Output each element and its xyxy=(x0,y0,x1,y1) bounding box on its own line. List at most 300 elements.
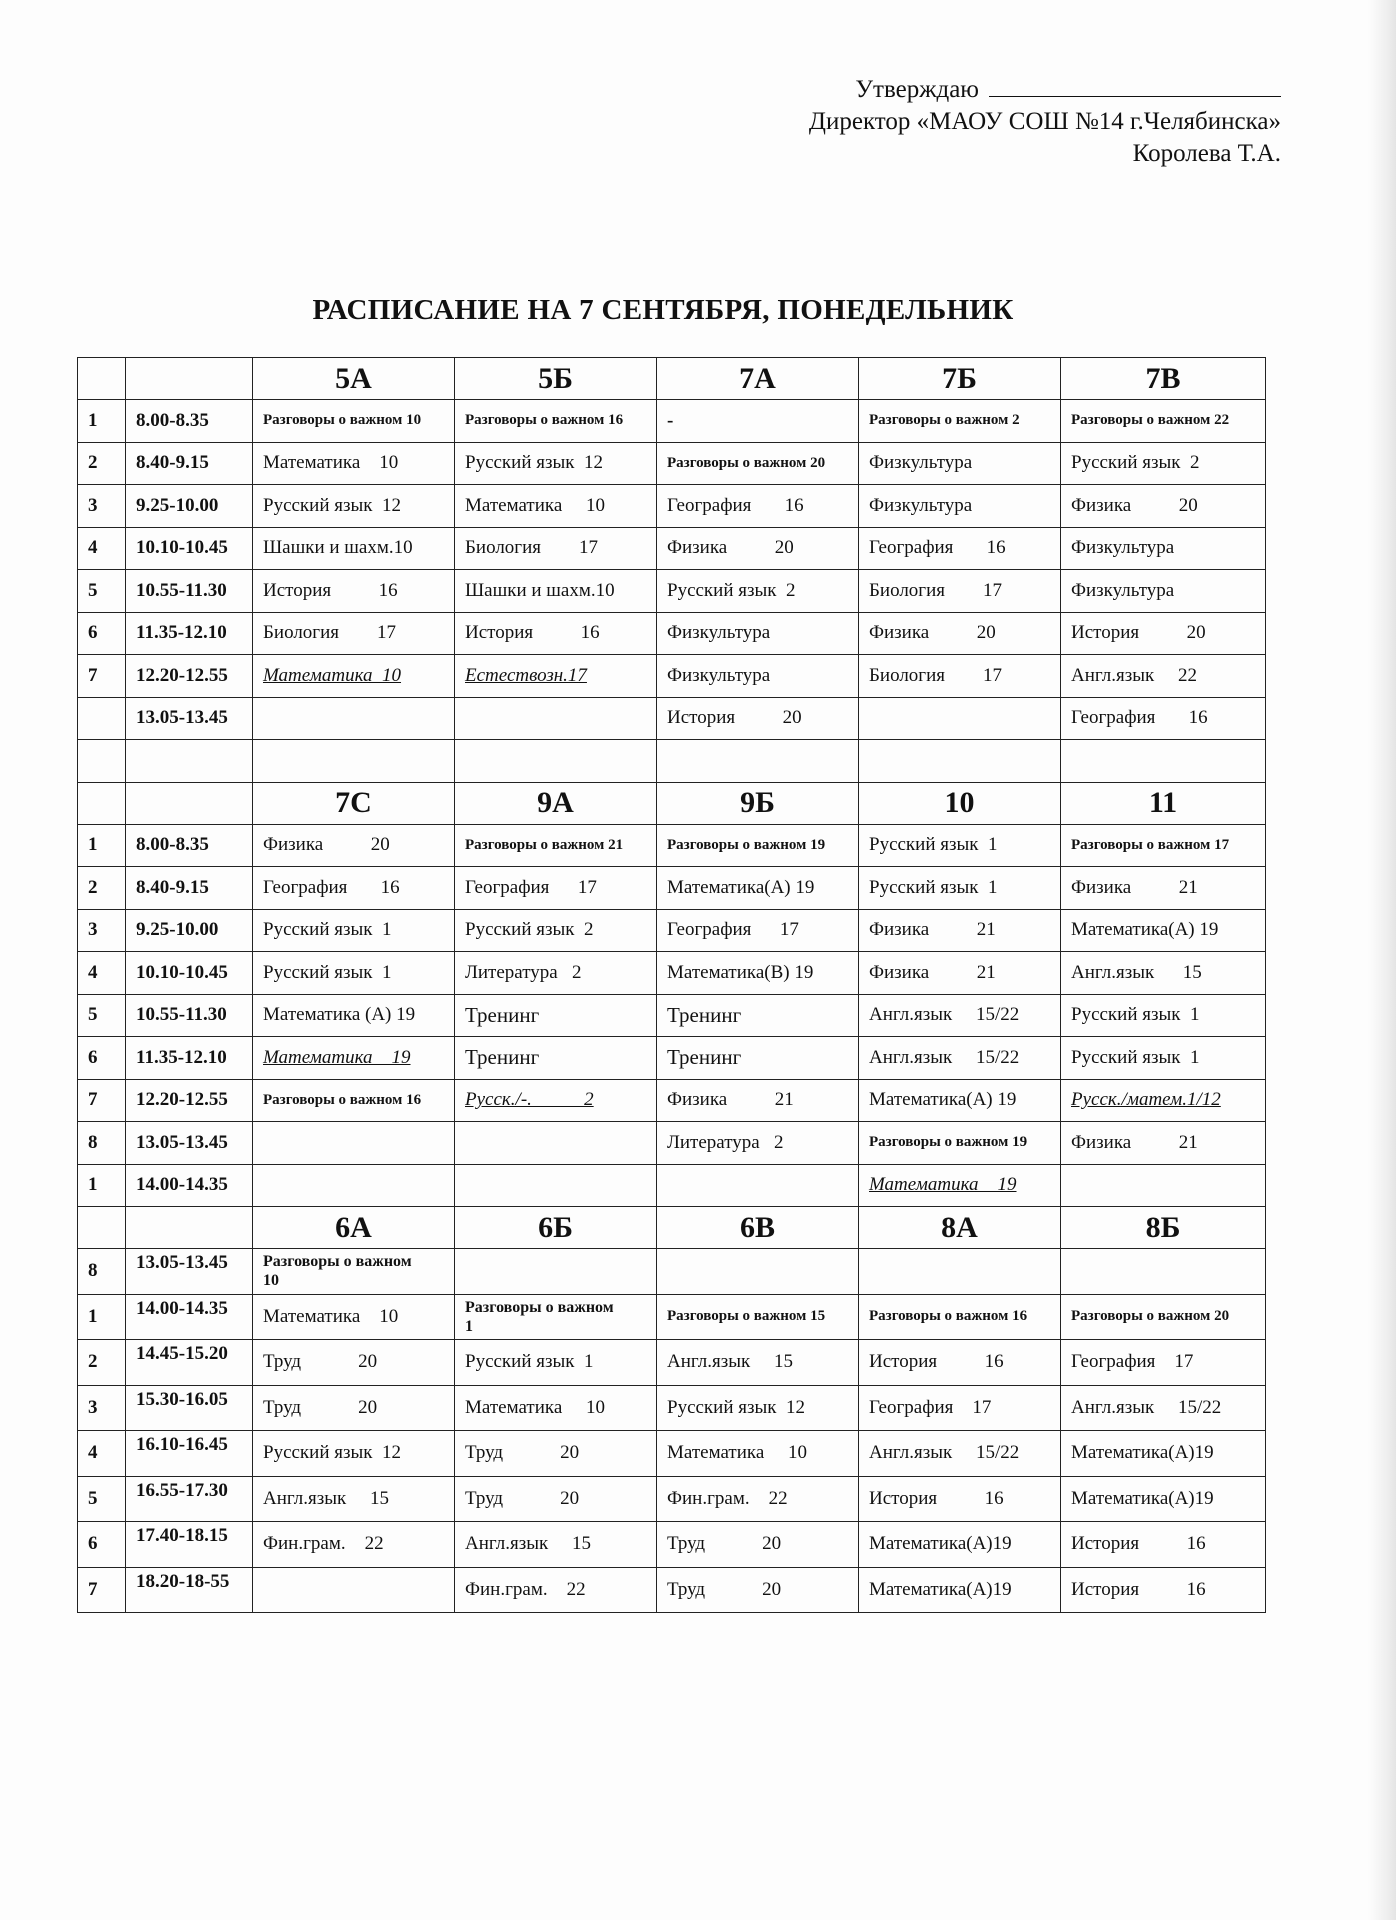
lesson-subject: Англ.язык 15/22 xyxy=(869,1046,1020,1068)
lesson-time: 10.55-11.30 xyxy=(126,994,253,1037)
lesson-cell xyxy=(657,400,859,443)
lesson-cell xyxy=(657,1037,859,1080)
lesson-subject: Шашки и шахм.10 xyxy=(263,537,413,559)
lesson-subject: Русский язык 1 xyxy=(263,961,392,983)
lesson-cell xyxy=(455,740,657,783)
lesson-time: 8.00-8.35 xyxy=(126,824,253,867)
header-blank-cell xyxy=(78,782,126,824)
lesson-subject: Русский язык 2 xyxy=(1071,452,1200,474)
lesson-time: 8.40-9.15 xyxy=(126,442,253,485)
lesson-time: 9.25-10.00 xyxy=(126,485,253,528)
lesson-row xyxy=(78,1431,1266,1477)
lesson-cell xyxy=(253,1122,455,1165)
class-header: 6А xyxy=(253,1207,455,1249)
lesson-subject: Русский язык 1 xyxy=(869,834,998,856)
lesson-number: 8 xyxy=(78,1122,126,1165)
lesson-cell xyxy=(1061,485,1266,528)
lesson-subject: Литература 2 xyxy=(667,1131,784,1153)
lesson-subject: История 16 xyxy=(869,1351,1004,1373)
lesson-number: 3 xyxy=(78,485,126,528)
lesson-number: 6 xyxy=(78,1522,126,1568)
lesson-subject: Разговоры о важном 20 xyxy=(1071,1308,1230,1325)
lesson-subject: Физика 21 xyxy=(869,961,996,983)
header-blank-cell xyxy=(126,1207,253,1249)
lesson-subject: Разговоры о важном 19 xyxy=(667,836,826,853)
lesson-subject: Физика 21 xyxy=(1071,1131,1198,1153)
lesson-cell xyxy=(859,400,1061,443)
lesson-cell xyxy=(253,1385,455,1431)
lesson-subject: Математика 10 xyxy=(667,1442,808,1464)
lesson-subject: Русск./матем.1/12 xyxy=(1071,1089,1221,1111)
lesson-row xyxy=(78,570,1266,613)
lesson-cell xyxy=(253,824,455,867)
lesson-cell xyxy=(253,527,455,570)
lesson-cell xyxy=(253,1079,455,1122)
approval-block xyxy=(809,72,1281,170)
lesson-cell xyxy=(1061,1294,1266,1340)
lesson-cell xyxy=(859,824,1061,867)
lesson-cell xyxy=(253,952,455,995)
lesson-cell xyxy=(253,612,455,655)
lesson-number: 4 xyxy=(78,952,126,995)
lesson-subject: Биология 17 xyxy=(465,537,599,559)
lesson-subject: Математика(А)19 xyxy=(1071,1442,1214,1464)
class-header: 7А xyxy=(657,358,859,400)
lesson-subject: Тренинг xyxy=(667,1045,742,1070)
lesson-cell xyxy=(1061,867,1266,910)
lesson-subject: Фин.грам. 22 xyxy=(667,1487,788,1509)
lesson-cell xyxy=(1061,1567,1266,1613)
lesson-cell xyxy=(253,1340,455,1386)
lesson-cell xyxy=(455,1164,657,1207)
lesson-subject: Англ.язык 15 xyxy=(465,1533,591,1555)
lesson-number: 6 xyxy=(78,612,126,655)
lesson-row xyxy=(78,952,1266,995)
class-header: 9Б xyxy=(657,782,859,824)
lesson-cell xyxy=(1061,655,1266,698)
lesson-cell xyxy=(253,909,455,952)
lesson-row xyxy=(78,824,1266,867)
lesson-row xyxy=(78,1294,1266,1340)
lesson-cell xyxy=(657,485,859,528)
lesson-cell xyxy=(1061,1385,1266,1431)
lesson-subject: Физика 20 xyxy=(1071,494,1198,516)
lesson-subject: Физика 20 xyxy=(263,834,390,856)
lesson-number: 5 xyxy=(78,1476,126,1522)
lesson-cell xyxy=(455,994,657,1037)
lesson-subject: Математика(А)19 xyxy=(869,1533,1012,1555)
lesson-cell xyxy=(1061,909,1266,952)
lesson-subject: Русский язык 12 xyxy=(667,1396,805,1418)
lesson-cell xyxy=(253,485,455,528)
lesson-subject: Физкультура xyxy=(1071,579,1175,601)
lesson-subject: Русский язык 1 xyxy=(465,1351,594,1373)
lesson-subject: Математика(А) 19 xyxy=(667,876,815,898)
lesson-cell xyxy=(859,442,1061,485)
lesson-subject: Англ.язык 15/22 xyxy=(869,1442,1020,1464)
lesson-cell xyxy=(859,952,1061,995)
lesson-row xyxy=(78,1249,1266,1295)
lesson-cell xyxy=(455,1294,657,1340)
lesson-cell xyxy=(657,994,859,1037)
lesson-subject: Русский язык 1 xyxy=(263,919,392,941)
lesson-subject: Разговоры о важном 10 xyxy=(263,412,422,429)
lesson-subject: Разговоры о важном 16 xyxy=(465,412,624,429)
lesson-subject: Физика 21 xyxy=(667,1089,794,1111)
lesson-row xyxy=(78,1476,1266,1522)
lesson-subject: История 20 xyxy=(1071,622,1206,644)
lesson-cell xyxy=(1061,1476,1266,1522)
lesson-cell xyxy=(657,1294,859,1340)
lesson-cell xyxy=(1061,442,1266,485)
lesson-cell xyxy=(455,1476,657,1522)
header-blank-cell xyxy=(126,358,253,400)
lesson-subject: Физика 20 xyxy=(667,537,794,559)
lesson-subject: История 16 xyxy=(869,1487,1004,1509)
lesson-subject: Математика(В) 19 xyxy=(667,961,814,983)
page-edge-shadow xyxy=(1368,0,1396,1920)
lesson-subject: Англ.язык 15 xyxy=(1071,961,1202,983)
lesson-subject: Математика(А) 19 xyxy=(869,1089,1017,1111)
lesson-subject: Математика(А) 19 xyxy=(1071,919,1219,941)
lesson-cell xyxy=(455,1385,657,1431)
lesson-time: 10.55-11.30 xyxy=(126,570,253,613)
lesson-cell xyxy=(859,1385,1061,1431)
lesson-cell xyxy=(657,867,859,910)
lesson-number: 3 xyxy=(78,909,126,952)
lesson-cell xyxy=(455,527,657,570)
lesson-cell xyxy=(859,697,1061,740)
class-header: 8Б xyxy=(1061,1207,1266,1249)
lesson-subject: Физика 21 xyxy=(869,919,996,941)
lesson-cell xyxy=(1061,1037,1266,1080)
lesson-cell xyxy=(253,867,455,910)
lesson-subject: История 16 xyxy=(465,622,600,644)
lesson-time: 16.55-17.30 xyxy=(126,1476,253,1522)
lesson-cell xyxy=(253,1294,455,1340)
lesson-subject: Физкультура xyxy=(667,664,771,686)
lesson-time: 13.05-13.45 xyxy=(126,697,253,740)
lesson-row xyxy=(78,1079,1266,1122)
lesson-row xyxy=(78,994,1266,1037)
lesson-number: 5 xyxy=(78,994,126,1037)
lesson-subject: География 17 xyxy=(667,919,799,941)
class-header: 5А xyxy=(253,358,455,400)
lesson-time: 17.40-18.15 xyxy=(126,1522,253,1568)
lesson-subject: География 16 xyxy=(869,537,1006,559)
lesson-subject: Труд 20 xyxy=(465,1442,580,1464)
lesson-subject: Математика 10 xyxy=(465,1396,606,1418)
lesson-subject: Биология 17 xyxy=(263,622,397,644)
lesson-cell xyxy=(859,655,1061,698)
lesson-number: 7 xyxy=(78,655,126,698)
lesson-subject: География 17 xyxy=(465,876,597,898)
lesson-cell xyxy=(657,740,859,783)
lesson-cell xyxy=(859,1122,1061,1165)
lesson-subject: Математика 10 xyxy=(263,452,399,474)
lesson-cell xyxy=(859,1476,1061,1522)
lesson-subject: Русский язык 12 xyxy=(263,494,401,516)
lesson-row xyxy=(78,1567,1266,1613)
lesson-cell xyxy=(455,952,657,995)
lesson-cell xyxy=(455,612,657,655)
lesson-subject: Тренинг xyxy=(667,1002,742,1027)
class-header: 8А xyxy=(859,1207,1061,1249)
lesson-cell xyxy=(455,1037,657,1080)
lesson-cell xyxy=(657,1522,859,1568)
lesson-subject: Труд 20 xyxy=(667,1533,782,1555)
lesson-cell xyxy=(859,1037,1061,1080)
header-blank-cell xyxy=(78,358,126,400)
lesson-row xyxy=(78,909,1266,952)
lesson-subject: Англ.язык 15 xyxy=(667,1351,793,1373)
lesson-cell xyxy=(859,994,1061,1037)
lesson-number: 2 xyxy=(78,867,126,910)
lesson-number: 4 xyxy=(78,1431,126,1477)
lesson-cell xyxy=(455,400,657,443)
lesson-cell xyxy=(859,909,1061,952)
lesson-time: 8.00-8.35 xyxy=(126,400,253,443)
lesson-subject: Русский язык 12 xyxy=(263,1442,401,1464)
lesson-subject: Математика (А) 19 xyxy=(263,1004,416,1026)
lesson-cell xyxy=(859,867,1061,910)
lesson-cell xyxy=(253,1431,455,1477)
lesson-subject: Физика 20 xyxy=(869,622,996,644)
lesson-cell xyxy=(253,697,455,740)
lesson-cell xyxy=(253,570,455,613)
lesson-number xyxy=(78,697,126,740)
lesson-cell xyxy=(253,655,455,698)
lesson-subject: География 17 xyxy=(1071,1351,1194,1373)
lesson-cell xyxy=(859,1431,1061,1477)
lesson-cell xyxy=(657,1476,859,1522)
lesson-time xyxy=(126,740,253,783)
lesson-cell xyxy=(253,994,455,1037)
lesson-subject: Разговоры о важном 2 xyxy=(869,412,1020,429)
lesson-cell xyxy=(1061,1522,1266,1568)
class-header: 6В xyxy=(657,1207,859,1249)
lesson-cell xyxy=(253,1522,455,1568)
lesson-number: 8 xyxy=(78,1249,126,1295)
lesson-cell xyxy=(1061,697,1266,740)
lesson-cell xyxy=(455,1249,657,1295)
lesson-subject: География 16 xyxy=(263,876,400,898)
lesson-subject: Физика 21 xyxy=(1071,876,1198,898)
lesson-subject: Разговоры о важном 17 xyxy=(1071,836,1230,853)
signature-line xyxy=(989,72,1281,97)
lesson-row xyxy=(78,697,1266,740)
lesson-time: 18.20-18-55 xyxy=(126,1567,253,1613)
class-header: 10 xyxy=(859,782,1061,824)
lesson-subject: Русский язык 2 xyxy=(465,919,594,941)
lesson-cell xyxy=(455,1567,657,1613)
lesson-subject: Разговоры о важном 19 xyxy=(869,1134,1028,1151)
class-header-row xyxy=(78,358,1266,400)
lesson-subject: Разговоры о важном 16 xyxy=(869,1308,1028,1325)
lesson-cell xyxy=(1061,1122,1266,1165)
class-header: 7С xyxy=(253,782,455,824)
lesson-cell xyxy=(859,1567,1061,1613)
lesson-cell xyxy=(657,1249,859,1295)
lesson-cell xyxy=(657,909,859,952)
lesson-number: 1 xyxy=(78,1294,126,1340)
lesson-row xyxy=(78,740,1266,783)
lesson-row xyxy=(78,1385,1266,1431)
lesson-subject: Разговоры о важном 16 xyxy=(263,1091,422,1108)
lesson-number xyxy=(78,740,126,783)
lesson-time: 14.00-14.35 xyxy=(126,1294,253,1340)
lesson-subject: История 16 xyxy=(1071,1533,1206,1555)
lesson-subject: Физкультура xyxy=(869,452,973,474)
lesson-cell xyxy=(859,1522,1061,1568)
lesson-subject: Труд 20 xyxy=(263,1396,378,1418)
lesson-row xyxy=(78,612,1266,655)
lesson-number: 5 xyxy=(78,570,126,613)
lesson-cell xyxy=(455,867,657,910)
lesson-cell xyxy=(657,1431,859,1477)
lesson-row xyxy=(78,1522,1266,1568)
class-header: 5Б xyxy=(455,358,657,400)
lesson-subject: Англ.язык 15/22 xyxy=(869,1004,1020,1026)
lesson-time: 13.05-13.45 xyxy=(126,1122,253,1165)
lesson-cell xyxy=(253,1249,455,1295)
director-name: Королева Т.А. xyxy=(1132,140,1281,167)
lesson-subject: Русский язык 1 xyxy=(1071,1004,1200,1026)
lesson-row xyxy=(78,655,1266,698)
lesson-time: 10.10-10.45 xyxy=(126,527,253,570)
lesson-subject: Русск./-. 2 xyxy=(465,1089,594,1111)
lesson-subject: Литература 2 xyxy=(465,961,582,983)
lesson-row xyxy=(78,1122,1266,1165)
lesson-subject: Русский язык 1 xyxy=(869,876,998,898)
lesson-row xyxy=(78,1037,1266,1080)
lesson-time: 14.45-15.20 xyxy=(126,1340,253,1386)
class-header-row xyxy=(78,782,1266,824)
lesson-subject: История 16 xyxy=(263,579,398,601)
lesson-subject: История 20 xyxy=(667,707,802,729)
lesson-time: 12.20-12.55 xyxy=(126,655,253,698)
lesson-subject: Математика 10 xyxy=(263,664,402,686)
lesson-cell xyxy=(253,1164,455,1207)
lesson-cell xyxy=(1061,824,1266,867)
lesson-cell xyxy=(657,442,859,485)
lesson-cell xyxy=(455,442,657,485)
class-header: 9А xyxy=(455,782,657,824)
schedule-table xyxy=(77,357,1266,1613)
class-header-row xyxy=(78,1207,1266,1249)
lesson-row xyxy=(78,442,1266,485)
lesson-cell xyxy=(657,1385,859,1431)
lesson-cell xyxy=(859,1340,1061,1386)
lesson-subject: Разговоры о важном 15 xyxy=(667,1308,826,1325)
lesson-subject: - xyxy=(667,409,674,431)
lesson-row xyxy=(78,1164,1266,1207)
lesson-cell xyxy=(657,655,859,698)
lesson-cell xyxy=(657,527,859,570)
lesson-subject: Физкультура xyxy=(869,494,973,516)
lesson-cell xyxy=(1061,527,1266,570)
lesson-row xyxy=(78,867,1266,910)
lesson-cell xyxy=(253,400,455,443)
class-header: 7Б xyxy=(859,358,1061,400)
lesson-cell xyxy=(1061,1340,1266,1386)
lesson-subject: Разговоры о важном 20 xyxy=(667,454,826,471)
lesson-subject: Математика 19 xyxy=(263,1046,411,1068)
lesson-row xyxy=(78,1340,1266,1386)
lesson-subject: Физкультура xyxy=(667,622,771,644)
lesson-subject: Фин.грам. 22 xyxy=(465,1578,586,1600)
lesson-time: 8.40-9.15 xyxy=(126,867,253,910)
lesson-cell xyxy=(455,570,657,613)
lesson-cell xyxy=(657,952,859,995)
lesson-cell xyxy=(1061,994,1266,1037)
lesson-subject: Математика 19 xyxy=(869,1174,1017,1196)
lesson-subject: Математика(А)19 xyxy=(869,1578,1012,1600)
lesson-cell xyxy=(253,1567,455,1613)
lesson-cell xyxy=(657,1567,859,1613)
lesson-cell xyxy=(253,1476,455,1522)
lesson-cell xyxy=(859,570,1061,613)
lesson-row xyxy=(78,485,1266,528)
lesson-cell xyxy=(253,1037,455,1080)
lesson-subject: Биология 17 xyxy=(869,579,1003,601)
lesson-cell xyxy=(1061,1431,1266,1477)
lesson-cell xyxy=(455,485,657,528)
lesson-number: 3 xyxy=(78,1385,126,1431)
lesson-cell xyxy=(657,824,859,867)
lesson-cell xyxy=(657,1340,859,1386)
lesson-cell xyxy=(455,1079,657,1122)
lesson-cell xyxy=(1061,740,1266,783)
lesson-subject: Англ.язык 15/22 xyxy=(1071,1396,1222,1418)
page-title: РАСПИСАНИЕ НА 7 СЕНТЯБРЯ, ПОНЕДЕЛЬНИК xyxy=(312,294,1014,326)
director-title: Директор «МАОУ СОШ №14 г.Челябинска» xyxy=(808,108,1281,135)
lesson-row xyxy=(78,400,1266,443)
lesson-number: 4 xyxy=(78,527,126,570)
header-blank-cell xyxy=(126,782,253,824)
lesson-cell xyxy=(657,697,859,740)
class-header: 7В xyxy=(1061,358,1266,400)
lesson-cell xyxy=(657,1122,859,1165)
lesson-subject: Англ.язык 22 xyxy=(1071,664,1197,686)
lesson-cell xyxy=(455,1340,657,1386)
lesson-number: 1 xyxy=(78,1164,126,1207)
lesson-cell xyxy=(657,612,859,655)
lesson-cell xyxy=(1061,1249,1266,1295)
class-header: 11 xyxy=(1061,782,1266,824)
lesson-cell xyxy=(859,612,1061,655)
lesson-cell xyxy=(455,697,657,740)
lesson-subject: Математика 10 xyxy=(465,494,606,516)
lesson-subject: Разговоры о важном 21 xyxy=(465,836,624,853)
lesson-subject: Математика(А)19 xyxy=(1071,1487,1214,1509)
lesson-cell xyxy=(657,1079,859,1122)
lesson-subject: Биология 17 xyxy=(869,664,1003,686)
approve-word: Утверждаю xyxy=(855,76,979,103)
lesson-cell xyxy=(657,1164,859,1207)
lesson-subject: География 16 xyxy=(1071,707,1208,729)
lesson-time: 16.10-16.45 xyxy=(126,1431,253,1477)
lesson-cell xyxy=(859,527,1061,570)
lesson-cell xyxy=(253,740,455,783)
lesson-number: 6 xyxy=(78,1037,126,1080)
lesson-subject: Шашки и шахм.10 xyxy=(465,579,615,601)
approval-line-1 xyxy=(809,72,1281,106)
lesson-subject: Труд 20 xyxy=(465,1487,580,1509)
lesson-time: 9.25-10.00 xyxy=(126,909,253,952)
lesson-time: 15.30-16.05 xyxy=(126,1385,253,1431)
lesson-cell xyxy=(859,1294,1061,1340)
